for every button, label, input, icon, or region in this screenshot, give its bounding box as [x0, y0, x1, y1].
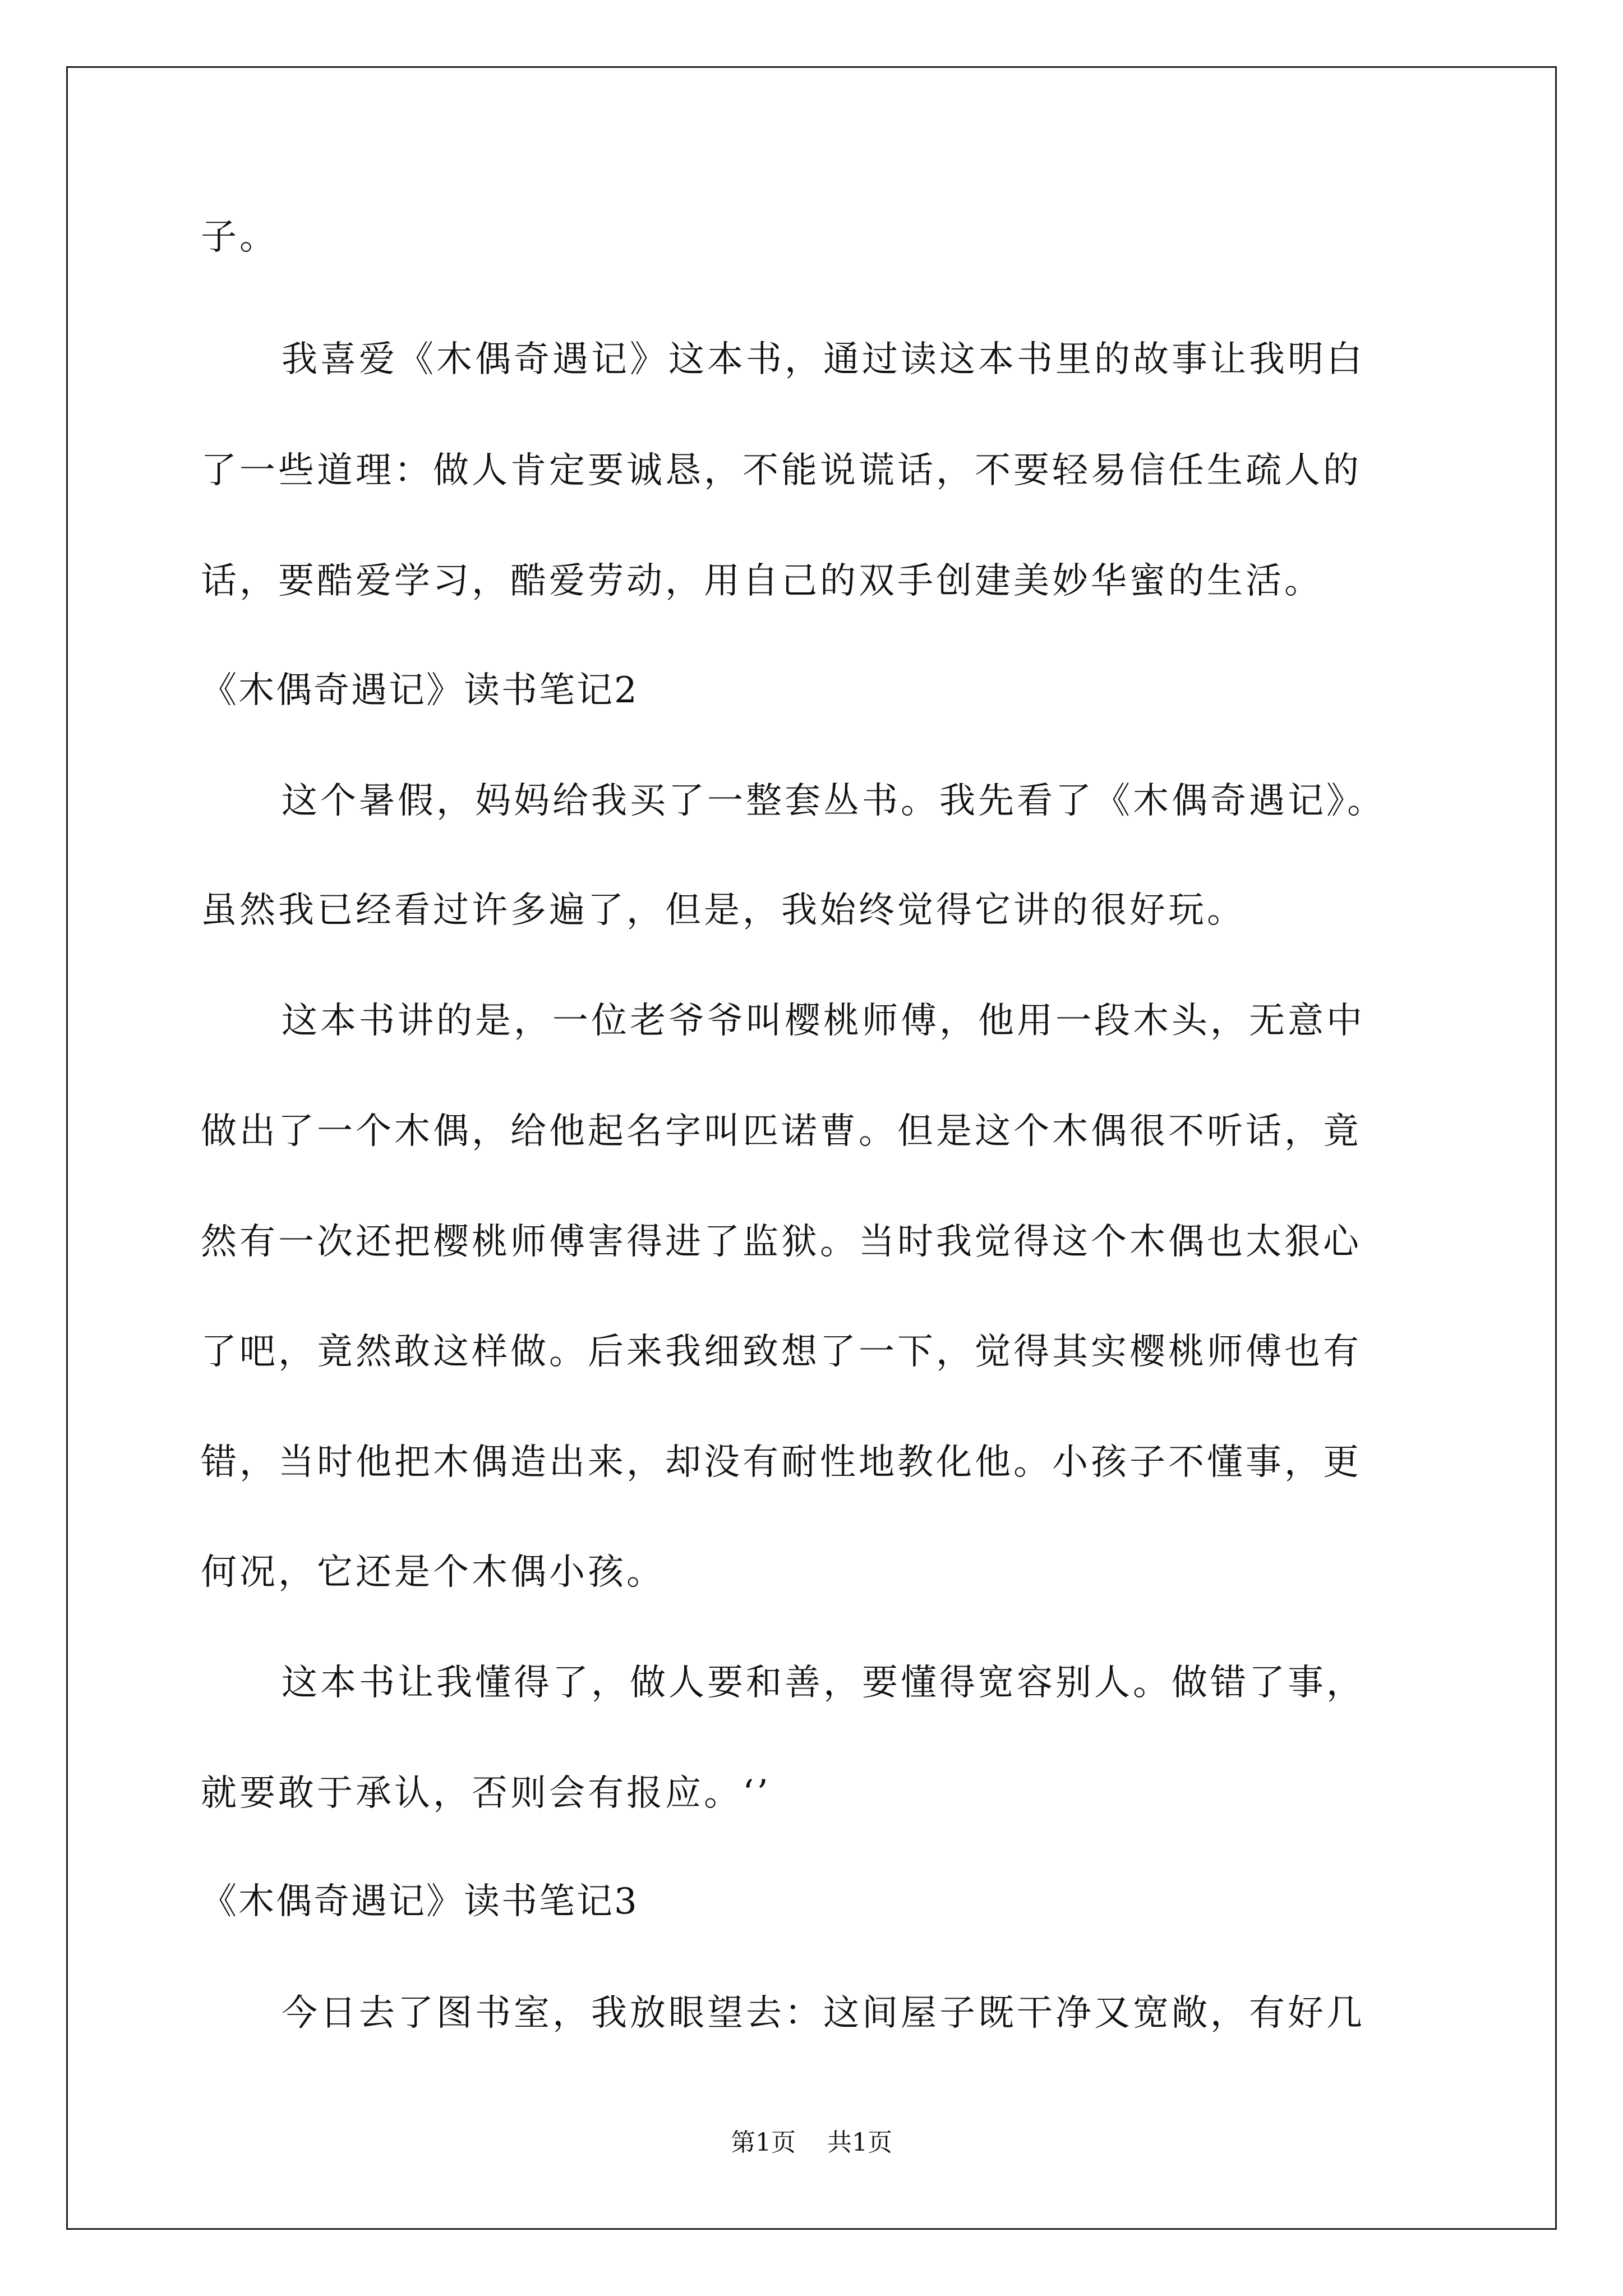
paragraph-line: 何况，它还是个木偶小孩。 [201, 1552, 665, 1593]
paragraph-line: 我喜爱《木偶奇遇记》这本书，通过读这本书里的故事让我明白 [282, 339, 1365, 380]
paragraph-line: 话，要酷爱学习，酷爱劳动，用自己的双手创建美妙华蜜的生活。 [201, 560, 1323, 602]
paragraph-line: 子。 [201, 217, 278, 258]
paragraph-line: 错，当时他把木偶造出来，却没有耐性地教化他。小孩子不懂事，更 [201, 1442, 1362, 1483]
page-number: 第1页 [731, 2128, 796, 2157]
paragraph-line: 今日去了图书室，我放眼望去：这间屋子既干净又宽敞，有好几 [282, 1993, 1365, 2034]
page-footer [0, 2126, 1623, 2160]
paragraph-line: 虽然我已经看过许多遍了，但是，我始终觉得它讲的很好玩。 [201, 890, 1246, 931]
section-heading: 《木偶奇遇记》读书笔记3 [201, 1881, 639, 1922]
paragraph-line: 就要敢于承认，否则会有报应。‘’ [201, 1773, 771, 1814]
paragraph-line: 这本书讲的是，一位老爷爷叫樱桃师傅，他用一段木头，无意中 [282, 1000, 1365, 1042]
paragraph-line: 这本书让我懂得了，做人要和善，要懂得宽容别人。做错了事， [282, 1662, 1365, 1704]
paragraph-line: 做出了一个木偶，给他起名字叫匹诺曹。但是这个木偶很不听话，竟 [201, 1111, 1362, 1152]
paragraph-line: 了吧，竟然敢这样做。后来我细致想了一下，觉得其实樱桃师傅也有 [201, 1331, 1362, 1373]
paragraph-line: 然有一次还把樱桃师傅害得进了监狱。当时我觉得这个木偶也太狠心 [201, 1221, 1362, 1263]
paragraph-line: 了一些道理：做人肯定要诚恳，不能说谎话，不要轻易信任生疏人的 [201, 450, 1362, 491]
paragraph-line: 这个暑假，妈妈给我买了一整套丛书。我先看了《木偶奇遇记》。 [282, 780, 1386, 822]
section-heading: 《木偶奇遇记》读书笔记2 [201, 670, 639, 711]
page-total: 共1页 [827, 2128, 892, 2157]
